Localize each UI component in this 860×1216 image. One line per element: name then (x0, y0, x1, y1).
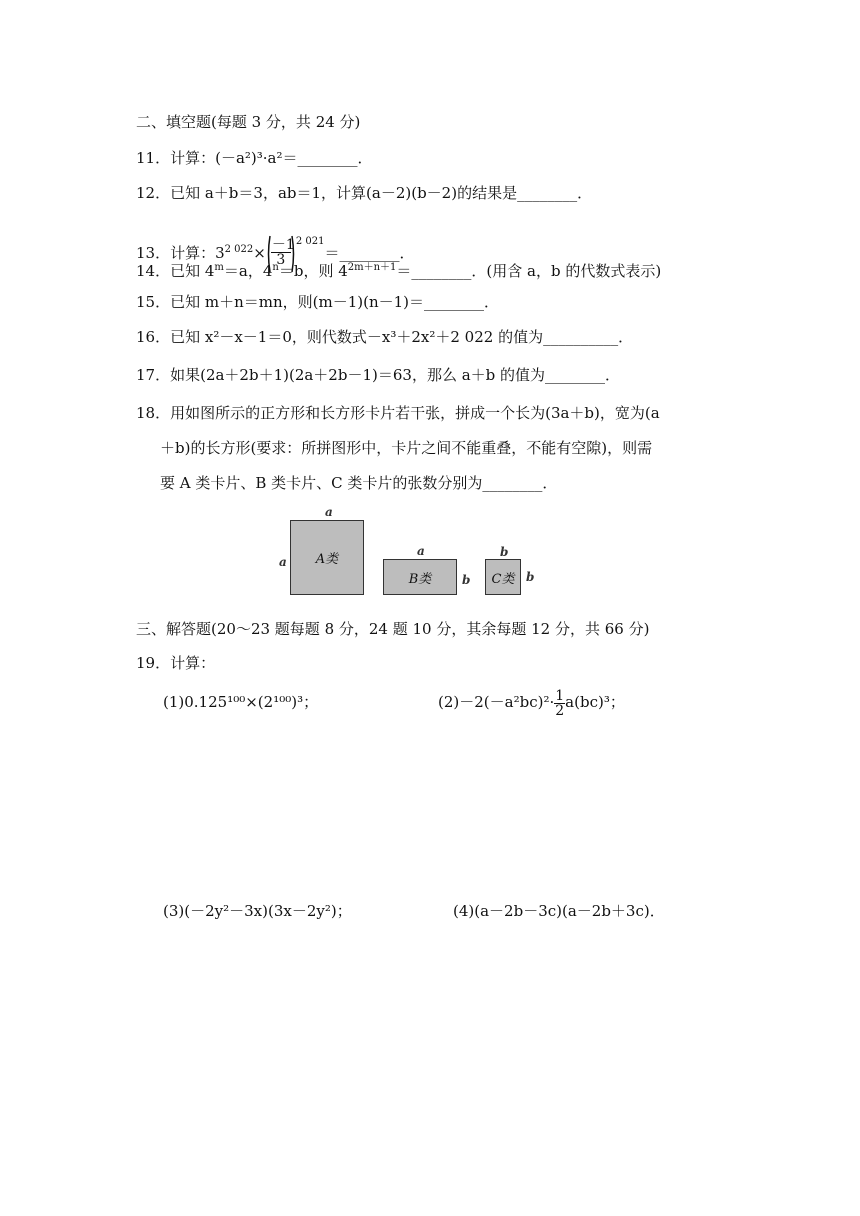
question-11 (136, 148, 373, 168)
section-title-fill-blank: 二、填空题(每题 3 分，共 24 分) (136, 113, 361, 131)
exponent: 2 022 (224, 244, 254, 255)
times-sign: × (253, 244, 266, 262)
question-suffix: ＝________． (324, 244, 415, 262)
question-number: 17． (136, 366, 171, 384)
question-number: 16． (136, 328, 171, 346)
q19-part4: (4)(a－2b－3c)(a－2b＋3c)． (453, 902, 665, 920)
question-prefix: 计算：3 (170, 244, 225, 262)
question-text: 已知 a＋b＝3，ab＝1，计算(a－2)(b－2)的结果是________． (170, 184, 593, 202)
question-text: ＝b，则 4 (278, 262, 348, 280)
fraction-numerator: －1 (271, 237, 295, 253)
question-text: ＝a，4 (223, 262, 273, 280)
dim-label-a-top: a (325, 505, 333, 519)
card-b-label: B类 (408, 571, 432, 587)
question-text: 已知 x²－x－1＝0，则代数式－x³＋2x²＋2 022 的值为__________． (170, 328, 634, 346)
card-a (290, 520, 364, 595)
question-text: ＝________．(用含 a，b 的代数式表示) (396, 262, 662, 280)
card-c-label: C类 (491, 571, 515, 587)
fraction-denominator: 3 (276, 252, 286, 268)
exponent: n (272, 262, 279, 273)
q19-part2 (438, 686, 625, 718)
question-16 (136, 327, 633, 347)
question-18-line2: ＋b)的长方形(要求：所拼图形中，卡片之间不能重叠，不能有空隙)，则需 (160, 439, 653, 457)
exponent: 2 021 (295, 236, 325, 247)
dim-label-b-c-top: b (500, 545, 509, 559)
fraction-denominator: 2 (555, 702, 565, 719)
question-number: 12． (136, 184, 171, 202)
question-number: 18． (136, 404, 171, 422)
exponent: 2m＋n＋1 (347, 262, 397, 273)
question-number: 14． (136, 262, 171, 280)
q19-part3: (3)(－2y²－3x)(3x－2y²)； (163, 902, 352, 920)
question-number: 19． (136, 654, 171, 672)
question-15 (136, 292, 499, 312)
question-text: 如果(2a＋2b＋1)(2a＋2b－1)＝63，那么 a＋b 的值为________． (170, 366, 621, 384)
question-text: 已知 m＋n＝mn，则(m－1)(n－1)＝________． (170, 293, 500, 311)
question-19 (136, 653, 215, 673)
question-12 (136, 183, 592, 203)
card-a-label: A类 (315, 552, 339, 567)
question-18 (136, 403, 660, 423)
question-number: 15． (136, 293, 171, 311)
fraction-numerator: 1 (555, 687, 565, 704)
question-14 (136, 258, 661, 281)
question-text: 计算：(－a²)³·a²＝________． (170, 149, 373, 167)
q19-part1: (1)0.125¹⁰⁰×(2¹⁰⁰)³； (163, 693, 319, 711)
question-text: 已知 4 (170, 262, 215, 280)
dim-label-a-b-card: a (417, 544, 425, 558)
question-title: 计算： (170, 654, 216, 672)
dim-label-a-left: a (279, 555, 287, 569)
card-c (485, 559, 521, 595)
exponent: m (214, 262, 224, 273)
question-17 (136, 365, 620, 385)
dim-label-b-b-card: b (462, 573, 471, 587)
question-18-line3: 要 A 类卡片、B 类卡片、C 类卡片的张数分别为________． (160, 474, 558, 492)
part2-suffix: a(bc)³； (565, 693, 625, 711)
section-title-solve: 三、解答题(20～23 题每题 8 分，24 题 10 分，其余每题 12 分，共 66 分) (136, 620, 650, 638)
question-text-line1: 用如图所示的正方形和长方形卡片若干张，拼成一个长为(3a＋b)，宽为(a (170, 404, 660, 422)
question-number: 11． (136, 149, 171, 167)
card-b (383, 559, 457, 595)
question-number: 13． (136, 244, 171, 262)
part2-prefix: (2)－2(－a²bc)²· (438, 693, 555, 711)
dim-label-b-c-right: b (526, 570, 535, 584)
